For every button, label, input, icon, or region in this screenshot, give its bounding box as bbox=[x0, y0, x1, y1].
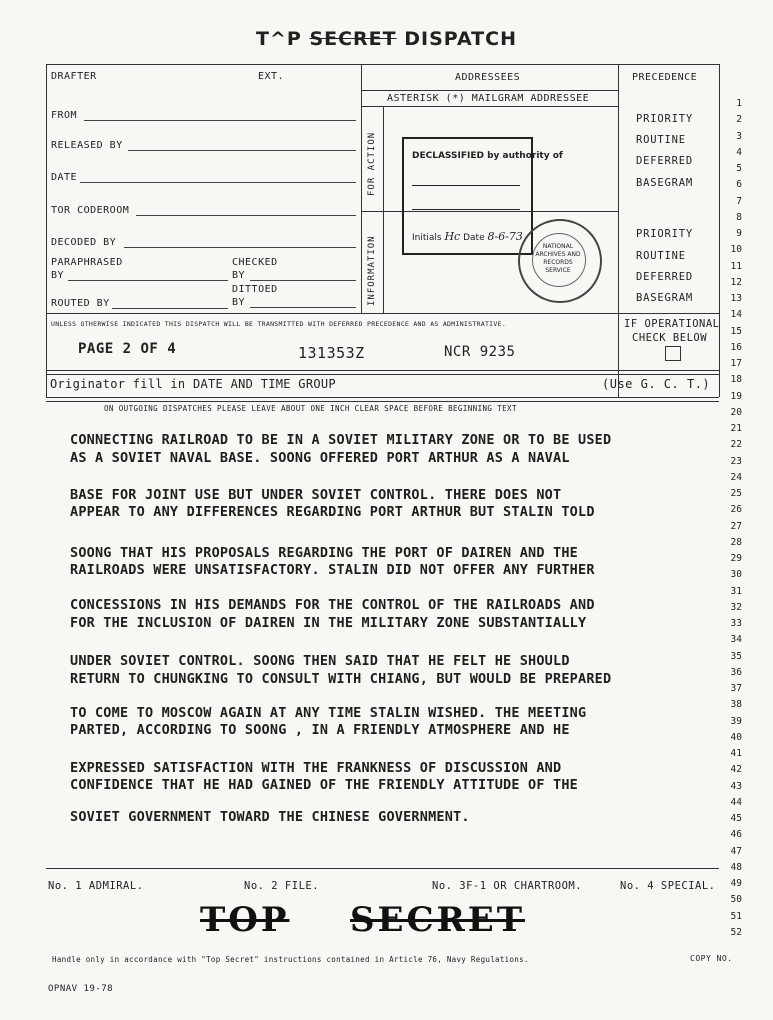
line-number: 34 bbox=[730, 634, 742, 646]
document-title bbox=[0, 28, 773, 50]
line-number: 33 bbox=[730, 618, 742, 629]
paraphrased-by-label: BY bbox=[51, 270, 65, 281]
action-priority[interactable]: PRIORITY bbox=[636, 113, 693, 125]
tor-coderoom-line[interactable] bbox=[136, 215, 356, 216]
line-number: 24 bbox=[730, 471, 742, 483]
for-action-label: FOR ACTION bbox=[367, 131, 377, 196]
line-number: 43 bbox=[730, 780, 742, 792]
line-number: 14 bbox=[730, 309, 742, 321]
dist-admiral: No. 1 ADMIRAL. bbox=[48, 880, 144, 892]
form-left-border bbox=[46, 64, 47, 397]
info-routine[interactable]: ROUTINE bbox=[636, 250, 686, 262]
footer-top-border bbox=[46, 868, 719, 869]
from-line[interactable] bbox=[84, 120, 356, 121]
line-number: 37 bbox=[730, 683, 742, 694]
stamp-line-2 bbox=[412, 209, 520, 210]
body-line-13: EXPRESSED SATISFACTION WITH THE FRANKNESS OF DISCUSSION AND bbox=[70, 760, 562, 776]
line-number: 49 bbox=[730, 878, 742, 889]
line-number: 39 bbox=[730, 715, 742, 727]
line-number: 38 bbox=[730, 699, 742, 711]
line-number: 41 bbox=[730, 748, 742, 759]
line-number: 52 bbox=[730, 926, 742, 938]
body-line-8: FOR THE INCLUSION OF DAIREN IN THE MILITARY ZONE SUBSTANTIALLY bbox=[70, 615, 587, 631]
body-line-3: BASE FOR JOINT USE BUT UNDER SOVIET CONTROL. THERE DOES NOT bbox=[70, 487, 562, 503]
body-line-12: PARTED, ACCORDING TO SOONG , IN A FRIENDLY ATMOSPHERE AND HE bbox=[70, 722, 570, 738]
line-number: 31 bbox=[730, 585, 742, 597]
line-number: 47 bbox=[730, 845, 742, 857]
asterisk-label: ASTERISK (*) MAILGRAM ADDRESSEE bbox=[387, 93, 590, 104]
initials-label: Initials bbox=[412, 233, 442, 243]
line-number: 6 bbox=[736, 179, 742, 191]
line-number: 7 bbox=[736, 195, 742, 207]
archives-seal bbox=[518, 219, 602, 303]
line-number: 42 bbox=[730, 764, 742, 776]
routed-by-line[interactable] bbox=[112, 308, 228, 309]
stamp-initials-row bbox=[412, 230, 523, 243]
line-number: 44 bbox=[730, 796, 742, 808]
line-number: 21 bbox=[730, 423, 742, 434]
body-line-1: CONNECTING RAILROAD TO BE IN A SOVIET MILITARY ZONE OR TO BE USED bbox=[70, 432, 612, 448]
decoded-by-label: DECODED BY bbox=[51, 237, 117, 248]
title-struck-word: SECRET bbox=[309, 28, 397, 50]
line-number: 50 bbox=[730, 894, 742, 906]
line-number: 29 bbox=[730, 553, 742, 564]
date-label: DATE bbox=[51, 172, 78, 183]
routed-by-label: ROUTED BY bbox=[51, 298, 110, 309]
line-number: 28 bbox=[730, 536, 742, 548]
addressee-divider bbox=[361, 90, 618, 91]
transmission-notice: UNLESS OTHERWISE INDICATED THIS DISPATCH WILL BE TRANSMITTED WITH DEFERRED PRECEDENCE AND AS ADMINISTRATIVE. bbox=[51, 320, 507, 328]
line-number: 46 bbox=[730, 829, 742, 841]
info-deferred[interactable]: DEFERRED bbox=[636, 271, 693, 283]
info-basegram[interactable]: BASEGRAM bbox=[636, 292, 693, 304]
line-number: 18 bbox=[730, 374, 742, 386]
form-number: OPNAV 19-78 bbox=[48, 984, 114, 994]
precedence-divider bbox=[618, 64, 619, 397]
date-time-group: 131353Z bbox=[298, 344, 365, 362]
body-line-15: SOVIET GOVERNMENT TOWARD THE CHINESE GOVERNMENT. bbox=[70, 809, 470, 825]
action-deferred[interactable]: DEFERRED bbox=[636, 155, 693, 167]
declassification-stamp bbox=[402, 137, 563, 255]
asterisk-divider bbox=[361, 106, 618, 107]
copy-no-label: COPY NO. bbox=[690, 954, 733, 963]
line-number: 2 bbox=[736, 114, 742, 126]
line-number: 32 bbox=[730, 601, 742, 613]
line-number: 19 bbox=[730, 390, 742, 402]
line-number: 12 bbox=[730, 276, 742, 288]
precedence-label: PRECEDENCE bbox=[632, 72, 698, 83]
seal-text: NATIONAL ARCHIVES AND RECORDS SERVICE bbox=[535, 243, 581, 274]
dittoed-by-line[interactable] bbox=[250, 307, 356, 308]
addressees-label: ADDRESSEES bbox=[455, 72, 521, 83]
released-by-label: RELEASED BY bbox=[51, 140, 123, 151]
information-label: INFORMATION bbox=[367, 235, 377, 306]
line-number: 30 bbox=[730, 569, 742, 581]
checked-label: CHECKED bbox=[232, 257, 278, 268]
gct-note: (Use G. C. T.) bbox=[602, 377, 711, 391]
line-number: 20 bbox=[730, 406, 742, 418]
originator-instruction: Originator fill in DATE AND TIME GROUP bbox=[50, 377, 336, 391]
body-line-2: AS A SOVIET NAVAL BASE. SOONG OFFERED PORT ARTHUR AS A NAVAL bbox=[70, 450, 570, 466]
body-line-9: UNDER SOVIET CONTROL. SOONG THEN SAID THAT HE FELT HE SHOULD bbox=[70, 653, 570, 669]
line-number: 48 bbox=[730, 861, 742, 873]
line-number: 51 bbox=[730, 910, 742, 922]
paraphrased-by-line[interactable] bbox=[68, 280, 228, 281]
checked-by-label: BY bbox=[232, 270, 246, 281]
center-divider bbox=[361, 64, 362, 313]
stamp-line-1 bbox=[412, 185, 520, 186]
line-number: 35 bbox=[730, 650, 742, 662]
line-number: 45 bbox=[730, 813, 742, 824]
dist-chartroom: No. 3F-1 OR CHARTROOM. bbox=[432, 880, 583, 892]
info-priority[interactable]: PRIORITY bbox=[636, 228, 693, 240]
line-number: 15 bbox=[730, 325, 742, 337]
line-number: 11 bbox=[730, 260, 742, 272]
vertical-label-divider bbox=[383, 106, 384, 313]
checked-by-line[interactable] bbox=[250, 280, 356, 281]
secret-stamp: SECRET bbox=[350, 900, 526, 940]
line-number: 36 bbox=[730, 666, 742, 678]
line-number: 8 bbox=[736, 211, 742, 223]
line-number: 25 bbox=[730, 488, 742, 499]
title-prefix: T^P bbox=[256, 28, 302, 50]
line-number: 5 bbox=[736, 163, 742, 174]
line-number: 22 bbox=[730, 439, 742, 451]
line-number: 17 bbox=[730, 358, 742, 369]
handling-notice: Handle only in accordance with "Top Secret" instructions contained in Article 76, Navy Regulations. bbox=[52, 955, 529, 964]
title-suffix: DISPATCH bbox=[404, 28, 517, 50]
date-line[interactable] bbox=[80, 182, 356, 183]
line-number: 4 bbox=[736, 146, 742, 158]
line-number: 40 bbox=[730, 731, 742, 743]
line-number: 27 bbox=[730, 520, 742, 532]
ext-label: EXT. bbox=[258, 71, 285, 82]
body-line-11: TO COME TO MOSCOW AGAIN AT ANY TIME STALIN WISHED. THE MEETING bbox=[70, 705, 587, 721]
check-below-label: CHECK BELOW bbox=[632, 332, 708, 344]
action-routine[interactable]: ROUTINE bbox=[636, 134, 686, 146]
dist-special: No. 4 SPECIAL. bbox=[620, 880, 716, 892]
drafter-label: DRAFTER bbox=[51, 71, 97, 82]
operational-checkbox[interactable] bbox=[665, 346, 681, 361]
if-operational-label: IF OPERATIONAL bbox=[624, 318, 720, 330]
stamp-date-value: 8-6-73 bbox=[487, 230, 523, 243]
from-label: FROM bbox=[51, 110, 78, 121]
originator-border-2 bbox=[46, 401, 719, 402]
line-number: 9 bbox=[736, 228, 742, 239]
action-basegram[interactable]: BASEGRAM bbox=[636, 177, 693, 189]
outgoing-note: ON OUTGOING DISPATCHES PLEASE LEAVE ABOUT ONE INCH CLEAR SPACE BEFORE BEGINNING TEXT bbox=[104, 404, 517, 413]
body-line-7: CONCESSIONS IN HIS DEMANDS FOR THE CONTROL OF THE RAILROADS AND bbox=[70, 597, 595, 613]
stamp-date-label: Date bbox=[463, 233, 485, 243]
line-number: 26 bbox=[730, 504, 742, 516]
body-line-4: APPEAR TO ANY DIFFERENCES REGARDING PORT ARTHUR BUT STALIN TOLD bbox=[70, 504, 595, 520]
line-number: 1 bbox=[736, 98, 742, 109]
initials-value: Hc bbox=[444, 230, 461, 243]
line-number: 13 bbox=[730, 293, 742, 304]
body-line-5: SOONG THAT HIS PROPOSALS REGARDING THE PORT OF DAIREN AND THE bbox=[70, 545, 578, 561]
line-number: 10 bbox=[730, 244, 742, 256]
declassified-text: DECLASSIFIED by authority of bbox=[412, 151, 563, 161]
tor-coderoom-label: TOR CODEROOM bbox=[51, 205, 130, 216]
released-by-line[interactable] bbox=[128, 150, 356, 151]
dist-file: No. 2 FILE. bbox=[244, 880, 320, 892]
dittoed-by-label: BY bbox=[232, 297, 246, 308]
line-number: 23 bbox=[730, 455, 742, 467]
body-line-10: RETURN TO CHUNGKING TO CONSULT WITH CHIANG, BUT WOULD BE PREPARED bbox=[70, 671, 612, 687]
originator-border bbox=[46, 397, 719, 398]
line-number: 16 bbox=[730, 341, 742, 353]
decoded-by-line[interactable] bbox=[124, 247, 356, 248]
body-line-14: CONFIDENCE THAT HE HAD GAINED OF THE FRIENDLY ATTITUDE OF THE bbox=[70, 777, 578, 793]
page-number: PAGE 2 OF 4 bbox=[78, 341, 177, 357]
line-number: 3 bbox=[736, 130, 742, 142]
top-stamp: TOP bbox=[200, 900, 290, 940]
paraphrased-label: PARAPHRASED bbox=[51, 257, 123, 268]
body-line-6: RAILROADS WERE UNSATISFACTORY. STALIN DID NOT OFFER ANY FURTHER bbox=[70, 562, 595, 578]
ncr-number: NCR 9235 bbox=[444, 344, 516, 360]
dittoed-label: DITTOED bbox=[232, 284, 278, 295]
